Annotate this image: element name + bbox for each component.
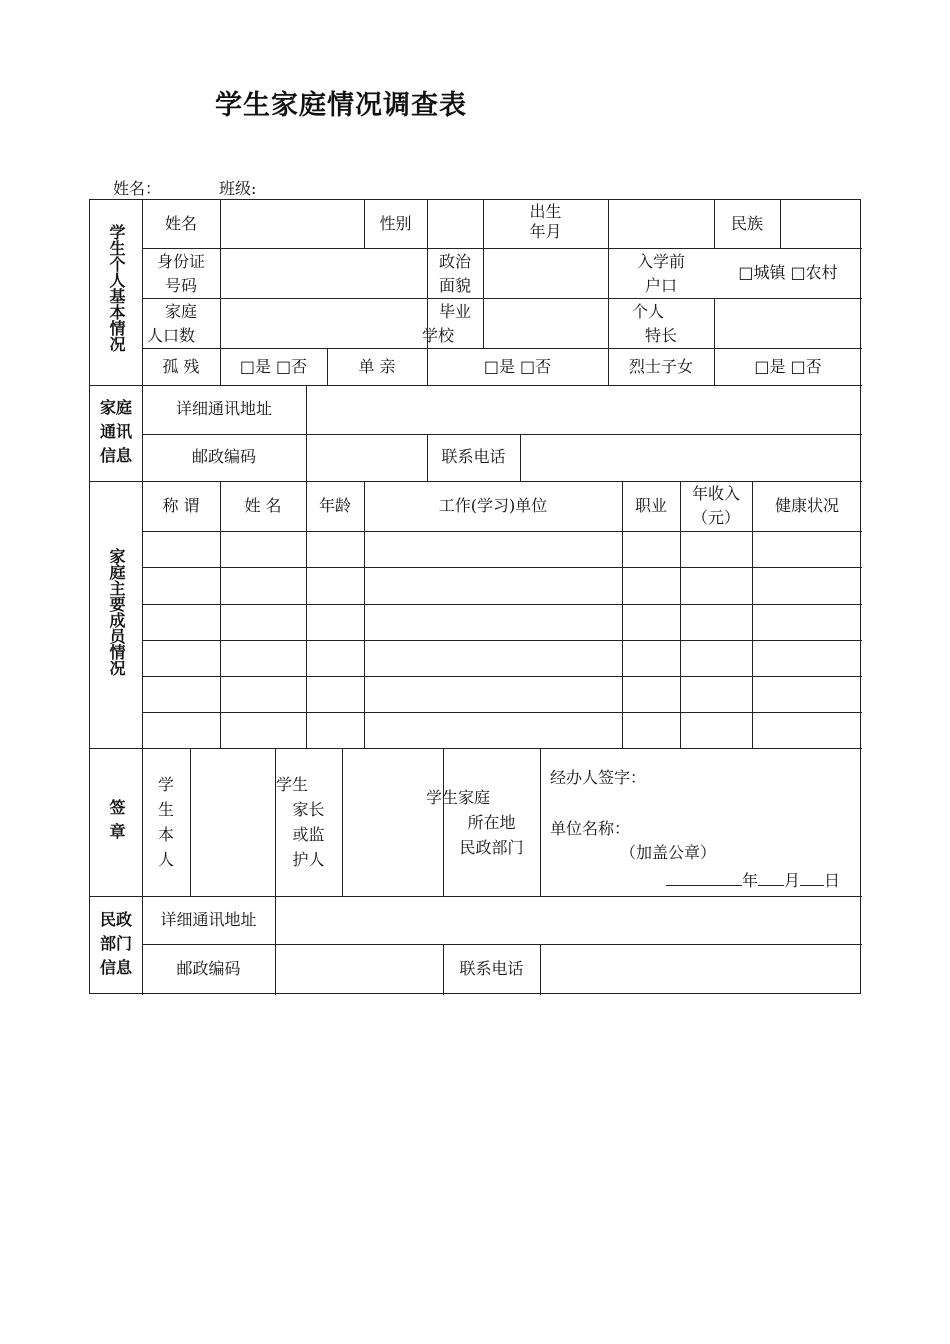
id-label-b: 号码 bbox=[164, 276, 197, 295]
grad-school-label-b: 学校 bbox=[421, 326, 454, 345]
family-header-income-b: （元） bbox=[691, 508, 740, 527]
civil-postcode-field[interactable] bbox=[276, 945, 443, 995]
contact-address-label: 详细通讯地址 bbox=[175, 399, 272, 418]
id-field[interactable] bbox=[221, 249, 427, 298]
contact-postcode-field[interactable] bbox=[307, 435, 427, 481]
civil-phone-label: 联系电话 bbox=[459, 959, 524, 978]
family-row-6[interactable] bbox=[143, 713, 861, 748]
sign-student-2: 生 bbox=[157, 800, 174, 819]
grad-school-field[interactable] bbox=[484, 299, 608, 348]
sign-guardian-2: 家长 bbox=[292, 800, 325, 819]
talent-field[interactable] bbox=[715, 299, 861, 348]
family-row-1[interactable] bbox=[143, 532, 861, 568]
family-row-4[interactable] bbox=[143, 641, 861, 677]
contact-address-field[interactable] bbox=[307, 386, 861, 434]
gender-field[interactable] bbox=[428, 200, 483, 247]
single-parent-options[interactable]: □是 □否 bbox=[483, 357, 552, 376]
political-label-a: 政治 bbox=[438, 252, 471, 271]
birth-label-b: 年月 bbox=[529, 222, 562, 241]
student-name-label: 姓名： bbox=[113, 179, 162, 198]
sign-student-4: 人 bbox=[157, 850, 174, 869]
single-parent-label: 单 亲 bbox=[358, 357, 396, 376]
civil-address-field[interactable] bbox=[276, 897, 861, 944]
sign-dept-1: 学生家庭 bbox=[426, 788, 491, 807]
martyr-options[interactable]: □是 □否 bbox=[754, 357, 822, 376]
family-row-2[interactable] bbox=[143, 568, 861, 604]
civil-phone-field[interactable] bbox=[541, 945, 861, 995]
date-line[interactable]: 年 月 日 bbox=[666, 867, 840, 893]
family-header-occupation: 职业 bbox=[634, 496, 667, 515]
political-label-b: 面貌 bbox=[438, 276, 471, 295]
family-row-3[interactable] bbox=[143, 605, 861, 641]
family-header-workplace: 工作(学习)单位 bbox=[438, 496, 548, 515]
martyr-label: 烈士子女 bbox=[628, 357, 693, 376]
ethnic-label: 民族 bbox=[730, 214, 763, 233]
section-sign: 签章 bbox=[107, 799, 126, 847]
section-personal: 学生个人基本情况 bbox=[107, 224, 126, 352]
survey-table bbox=[89, 199, 861, 994]
ethnic-field[interactable] bbox=[781, 200, 861, 247]
page-title: 学生家庭情况调查表 bbox=[215, 90, 467, 121]
id-label-a: 身份证 bbox=[156, 252, 205, 271]
section-contact: 家庭通讯信息 bbox=[99, 398, 132, 465]
political-field[interactable] bbox=[484, 249, 608, 298]
hukou-options[interactable]: □城镇 □农村 bbox=[738, 263, 838, 282]
sign-guardian-4: 护人 bbox=[292, 850, 325, 869]
sign-student-1: 学 bbox=[157, 775, 174, 794]
family-size-label-a: 家庭 bbox=[164, 302, 197, 321]
class-label: 班级: bbox=[219, 179, 257, 198]
contact-phone-field[interactable] bbox=[521, 435, 861, 481]
sign-guardian-3: 或监 bbox=[292, 825, 325, 844]
contact-phone-label: 联系电话 bbox=[441, 447, 506, 466]
orphan-label: 孤 残 bbox=[162, 357, 200, 376]
seal-label: （加盖公章） bbox=[620, 843, 717, 862]
contact-postcode-label: 邮政编码 bbox=[191, 447, 256, 466]
family-header-name: 姓 名 bbox=[244, 496, 282, 515]
unit-name-label: 单位名称： bbox=[550, 819, 631, 838]
grad-school-label-a: 毕业 bbox=[438, 302, 471, 321]
orphan-options[interactable]: □是 □否 bbox=[239, 357, 308, 376]
talent-label-b: 特长 bbox=[644, 326, 677, 345]
birth-label-a: 出生 bbox=[529, 202, 562, 221]
handler-label: 经办人签字： bbox=[550, 768, 647, 787]
hukou-label-a: 入学前 bbox=[636, 252, 685, 271]
family-size-label-b: 人口数 bbox=[146, 326, 195, 345]
family-header-income-a: 年收入 bbox=[691, 484, 740, 503]
civil-postcode-label: 邮政编码 bbox=[176, 959, 241, 978]
sign-dept-3: 民政部门 bbox=[459, 838, 524, 857]
sign-guardian-1: 学生 bbox=[276, 775, 309, 794]
guardian-signature-field[interactable] bbox=[343, 749, 443, 896]
birth-field[interactable] bbox=[609, 200, 714, 247]
family-header-age: 年龄 bbox=[318, 496, 351, 515]
section-civil: 民政部门信息 bbox=[99, 910, 132, 977]
name-field[interactable] bbox=[221, 200, 364, 247]
family-row-5[interactable] bbox=[143, 677, 861, 713]
sign-dept-2: 所在地 bbox=[467, 813, 516, 832]
family-size-field[interactable] bbox=[221, 299, 427, 348]
talent-label-a: 个人 bbox=[631, 302, 664, 321]
gender-label: 性别 bbox=[379, 214, 412, 233]
family-header-relation: 称 谓 bbox=[162, 496, 200, 515]
hukou-label-b: 户口 bbox=[644, 276, 677, 295]
name-label: 姓名 bbox=[164, 214, 197, 233]
student-signature-field[interactable] bbox=[191, 749, 275, 896]
section-family: 家庭主要成员情况 bbox=[107, 548, 126, 676]
family-header-health: 健康状况 bbox=[774, 496, 839, 515]
sign-student-3: 本 bbox=[157, 825, 174, 844]
civil-address-label: 详细通讯地址 bbox=[160, 910, 257, 929]
